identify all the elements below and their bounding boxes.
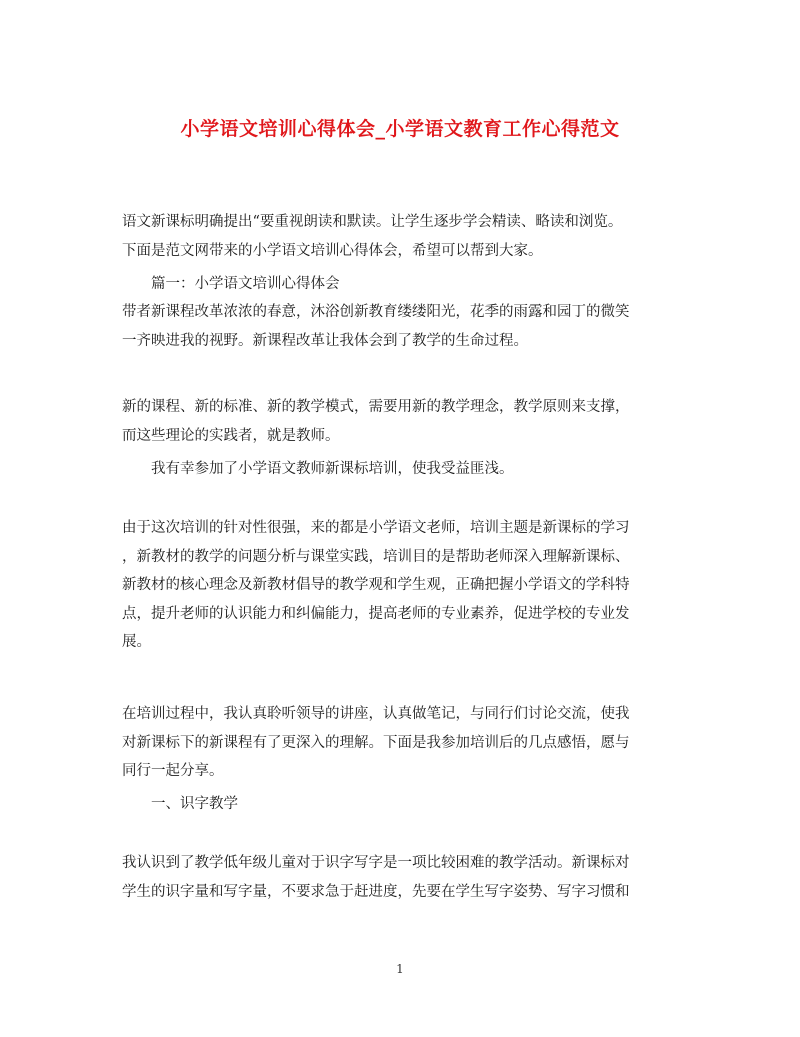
- paragraph-line: 我认识到了教学低年级儿童对于识字写字是一项比较困难的教学活动。新课标对: [122, 855, 630, 871]
- section-heading-part-one: [122, 270, 711, 299]
- paragraph-line: 点，提升老师的认识能力和纠偏能力，提高老师的专业素养，促进学校的专业发: [122, 605, 630, 622]
- paragraph-line: 同行一起分享。: [122, 763, 224, 779]
- paragraph-training-process: [122, 700, 682, 786]
- paragraph-line: 由于这次培训的针对性很强，来的都是小学语文老师，培训主题是新课标的学习: [122, 520, 630, 536]
- paragraph-new-standards: [122, 393, 682, 450]
- paragraph-line: 新的课程、新的标准、新的教学模式，需要用新的教学理念，教学原则来支撑，: [122, 399, 630, 415]
- paragraph-line: 对新课标下的新课程有了更深入的理解。下面是我参加培训后的几点感悟，愿与: [122, 734, 630, 751]
- paragraph-line: 新教材的核心理念及新教材倡导的教学观和学生观，正确把握小学语文的学科特: [122, 577, 630, 593]
- paragraph-line: 一、识字教学: [151, 796, 238, 812]
- paragraph-line: 我有幸参加了小学语文教师新课标培训，使我受益匪浅。: [151, 461, 514, 477]
- paragraph-training-purpose: [122, 514, 682, 657]
- paragraph-line: 而这些理论的实践者，就是教师。: [122, 427, 340, 444]
- paragraph-intro: [122, 208, 682, 265]
- section-heading-literacy: [122, 790, 711, 819]
- paragraph-training-benefit: [122, 455, 711, 484]
- paragraph-line: ，新教材的教学的问题分析与课堂实践，培训目的是帮助老师深入理解新课标、: [122, 548, 630, 565]
- paragraph-line: 在培训过程中，我认真聆听领导的讲座，认真做笔记，与同行们讨论交流，使我: [122, 706, 630, 722]
- paragraph-line: 篇一：小学语文培训心得体会: [151, 276, 340, 292]
- document-title: 小学语文培训心得体会_小学语文教育工作心得范文: [180, 118, 620, 140]
- paragraph-line: 学生的识字量和写字量，不要求急于赶进度，先要在学生写字姿势、写字习惯和: [122, 883, 630, 900]
- paragraph-line: 带者新课程改革浓浓的春意，沐浴创新教育缕缕阳光，花季的雨露和园丁的微笑: [122, 304, 630, 320]
- paragraph-line: 一齐映进我的视野。新课程改革让我体会到了教学的生命过程。: [122, 332, 528, 349]
- paragraph-new-curriculum: [122, 298, 682, 355]
- paragraph-line: 展。: [122, 634, 151, 650]
- page-number: 1: [396, 962, 404, 976]
- paragraph-literacy-teaching: [122, 849, 682, 906]
- paragraph-line: 下面是范文网带来的小学语文培训心得体会，希望可以帮到大家。: [122, 242, 543, 259]
- paragraph-line: 语文新课标明确提出“要重视朗读和默读。让学生逐步学会精读、略读和浏览。: [122, 214, 623, 230]
